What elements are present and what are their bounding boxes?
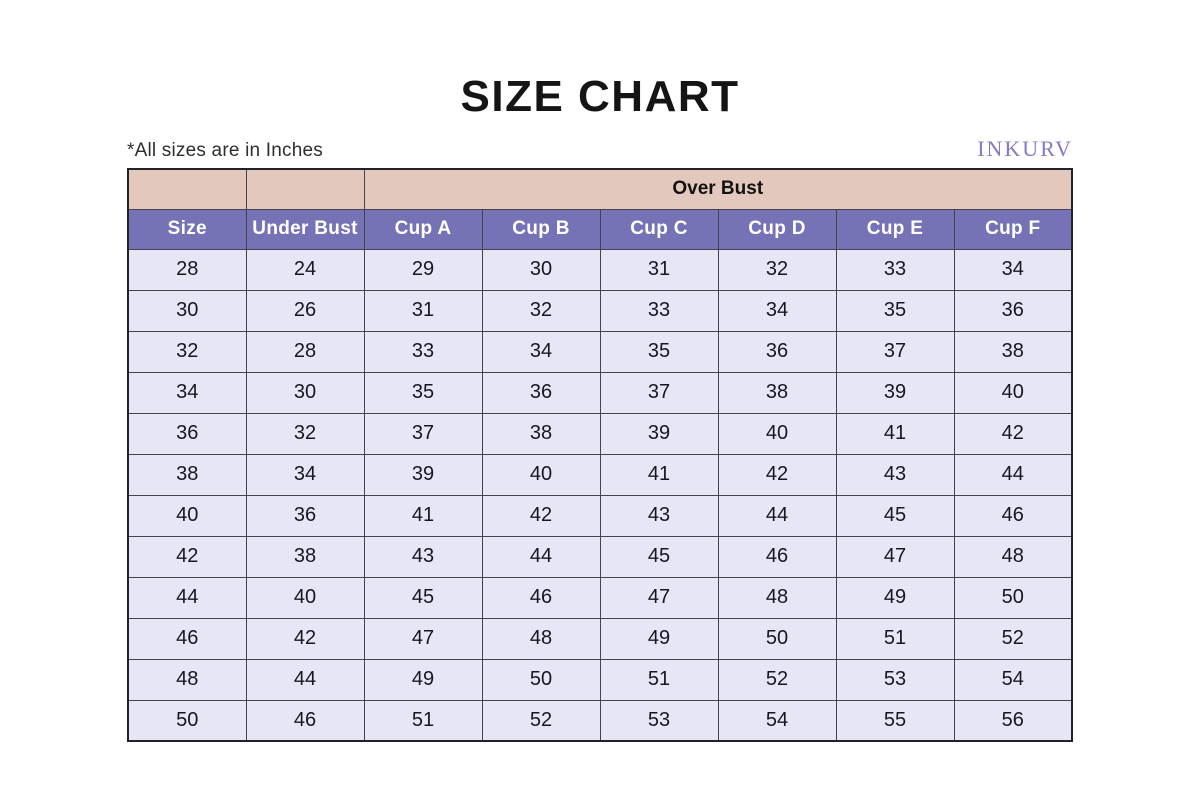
size-value-cell: 49 [364,659,482,700]
size-value-cell: 50 [482,659,600,700]
size-value-cell: 38 [128,454,246,495]
size-value-cell: 35 [600,331,718,372]
size-value-cell: 33 [836,249,954,290]
subheader-row [127,136,1073,162]
size-value-cell: 44 [954,454,1072,495]
over-bust-group-header: Over Bust [364,169,1072,209]
size-value-cell: 50 [954,577,1072,618]
size-value-cell: 44 [128,577,246,618]
size-value-cell: 36 [954,290,1072,331]
size-value-cell: 54 [954,659,1072,700]
size-value-cell: 39 [600,413,718,454]
col-header-cup-c: Cup C [600,209,718,249]
size-value-cell: 34 [128,372,246,413]
table-row [128,495,1072,536]
size-value-cell: 35 [836,290,954,331]
size-value-cell: 38 [718,372,836,413]
group-header-row [128,169,1072,209]
size-value-cell: 28 [246,331,364,372]
size-value-cell: 39 [836,372,954,413]
size-value-cell: 31 [600,249,718,290]
table-row [128,372,1072,413]
size-value-cell: 46 [954,495,1072,536]
size-value-cell: 52 [482,700,600,741]
size-value-cell: 43 [364,536,482,577]
size-value-cell: 56 [954,700,1072,741]
size-value-cell: 49 [836,577,954,618]
size-value-cell: 47 [600,577,718,618]
size-value-cell: 41 [836,413,954,454]
size-value-cell: 33 [600,290,718,331]
size-value-cell: 31 [364,290,482,331]
size-value-cell: 41 [364,495,482,536]
table-row [128,249,1072,290]
size-value-cell: 51 [836,618,954,659]
units-note: *All sizes are in Inches [127,140,323,161]
size-value-cell: 30 [482,249,600,290]
size-value-cell: 51 [364,700,482,741]
table-row [128,290,1072,331]
size-value-cell: 37 [836,331,954,372]
size-group-spacer [128,169,246,209]
size-value-cell: 33 [364,331,482,372]
size-value-cell: 48 [128,659,246,700]
col-header-cup-d: Cup D [718,209,836,249]
col-header-cup-f: Cup F [954,209,1072,249]
table-body [128,249,1072,741]
size-value-cell: 40 [954,372,1072,413]
size-value-cell: 32 [246,413,364,454]
size-value-cell: 36 [246,495,364,536]
size-value-cell: 45 [836,495,954,536]
size-value-cell: 46 [246,700,364,741]
size-value-cell: 40 [128,495,246,536]
size-value-cell: 55 [836,700,954,741]
col-header-size: Size [128,209,246,249]
col-header-under-bust: Under Bust [246,209,364,249]
size-value-cell: 51 [600,659,718,700]
table-row [128,659,1072,700]
size-chart-table [127,168,1073,742]
size-value-cell: 48 [718,577,836,618]
col-header-cup-b: Cup B [482,209,600,249]
size-value-cell: 40 [482,454,600,495]
size-value-cell: 48 [482,618,600,659]
size-value-cell: 42 [954,413,1072,454]
table-row [128,700,1072,741]
size-value-cell: 30 [128,290,246,331]
size-value-cell: 37 [364,413,482,454]
size-value-cell: 26 [246,290,364,331]
size-value-cell: 42 [128,536,246,577]
size-value-cell: 34 [954,249,1072,290]
size-value-cell: 36 [128,413,246,454]
size-value-cell: 39 [364,454,482,495]
size-value-cell: 32 [128,331,246,372]
col-header-cup-e: Cup E [836,209,954,249]
size-value-cell: 34 [718,290,836,331]
col-header-cup-a: Cup A [364,209,482,249]
size-value-cell: 45 [600,536,718,577]
size-value-cell: 44 [482,536,600,577]
column-header-row [128,209,1072,249]
size-value-cell: 45 [364,577,482,618]
size-value-cell: 44 [718,495,836,536]
size-value-cell: 29 [364,249,482,290]
size-value-cell: 35 [364,372,482,413]
size-value-cell: 36 [482,372,600,413]
size-value-cell: 42 [482,495,600,536]
table-row [128,618,1072,659]
table-row [128,454,1072,495]
table-row [128,536,1072,577]
size-value-cell: 50 [128,700,246,741]
size-value-cell: 47 [836,536,954,577]
size-value-cell: 46 [128,618,246,659]
size-value-cell: 40 [718,413,836,454]
size-value-cell: 49 [600,618,718,659]
size-value-cell: 43 [600,495,718,536]
size-value-cell: 44 [246,659,364,700]
table-row [128,331,1072,372]
table-row [128,577,1072,618]
size-value-cell: 53 [836,659,954,700]
size-value-cell: 42 [246,618,364,659]
size-value-cell: 54 [718,700,836,741]
size-value-cell: 46 [482,577,600,618]
brand-logo: INKURV [977,136,1073,161]
size-value-cell: 41 [600,454,718,495]
size-value-cell: 47 [364,618,482,659]
size-value-cell: 50 [718,618,836,659]
size-value-cell: 34 [482,331,600,372]
size-value-cell: 36 [718,331,836,372]
size-value-cell: 30 [246,372,364,413]
size-value-cell: 52 [954,618,1072,659]
size-value-cell: 42 [718,454,836,495]
size-value-cell: 52 [718,659,836,700]
size-value-cell: 46 [718,536,836,577]
size-value-cell: 24 [246,249,364,290]
size-value-cell: 48 [954,536,1072,577]
size-value-cell: 34 [246,454,364,495]
underbust-group-spacer [246,169,364,209]
size-value-cell: 32 [718,249,836,290]
size-value-cell: 43 [836,454,954,495]
size-value-cell: 38 [482,413,600,454]
size-value-cell: 38 [954,331,1072,372]
table-row [128,413,1072,454]
size-value-cell: 37 [600,372,718,413]
page-title: SIZE CHART [460,72,740,121]
size-value-cell: 40 [246,577,364,618]
size-value-cell: 32 [482,290,600,331]
size-value-cell: 53 [600,700,718,741]
size-value-cell: 28 [128,249,246,290]
size-value-cell: 38 [246,536,364,577]
